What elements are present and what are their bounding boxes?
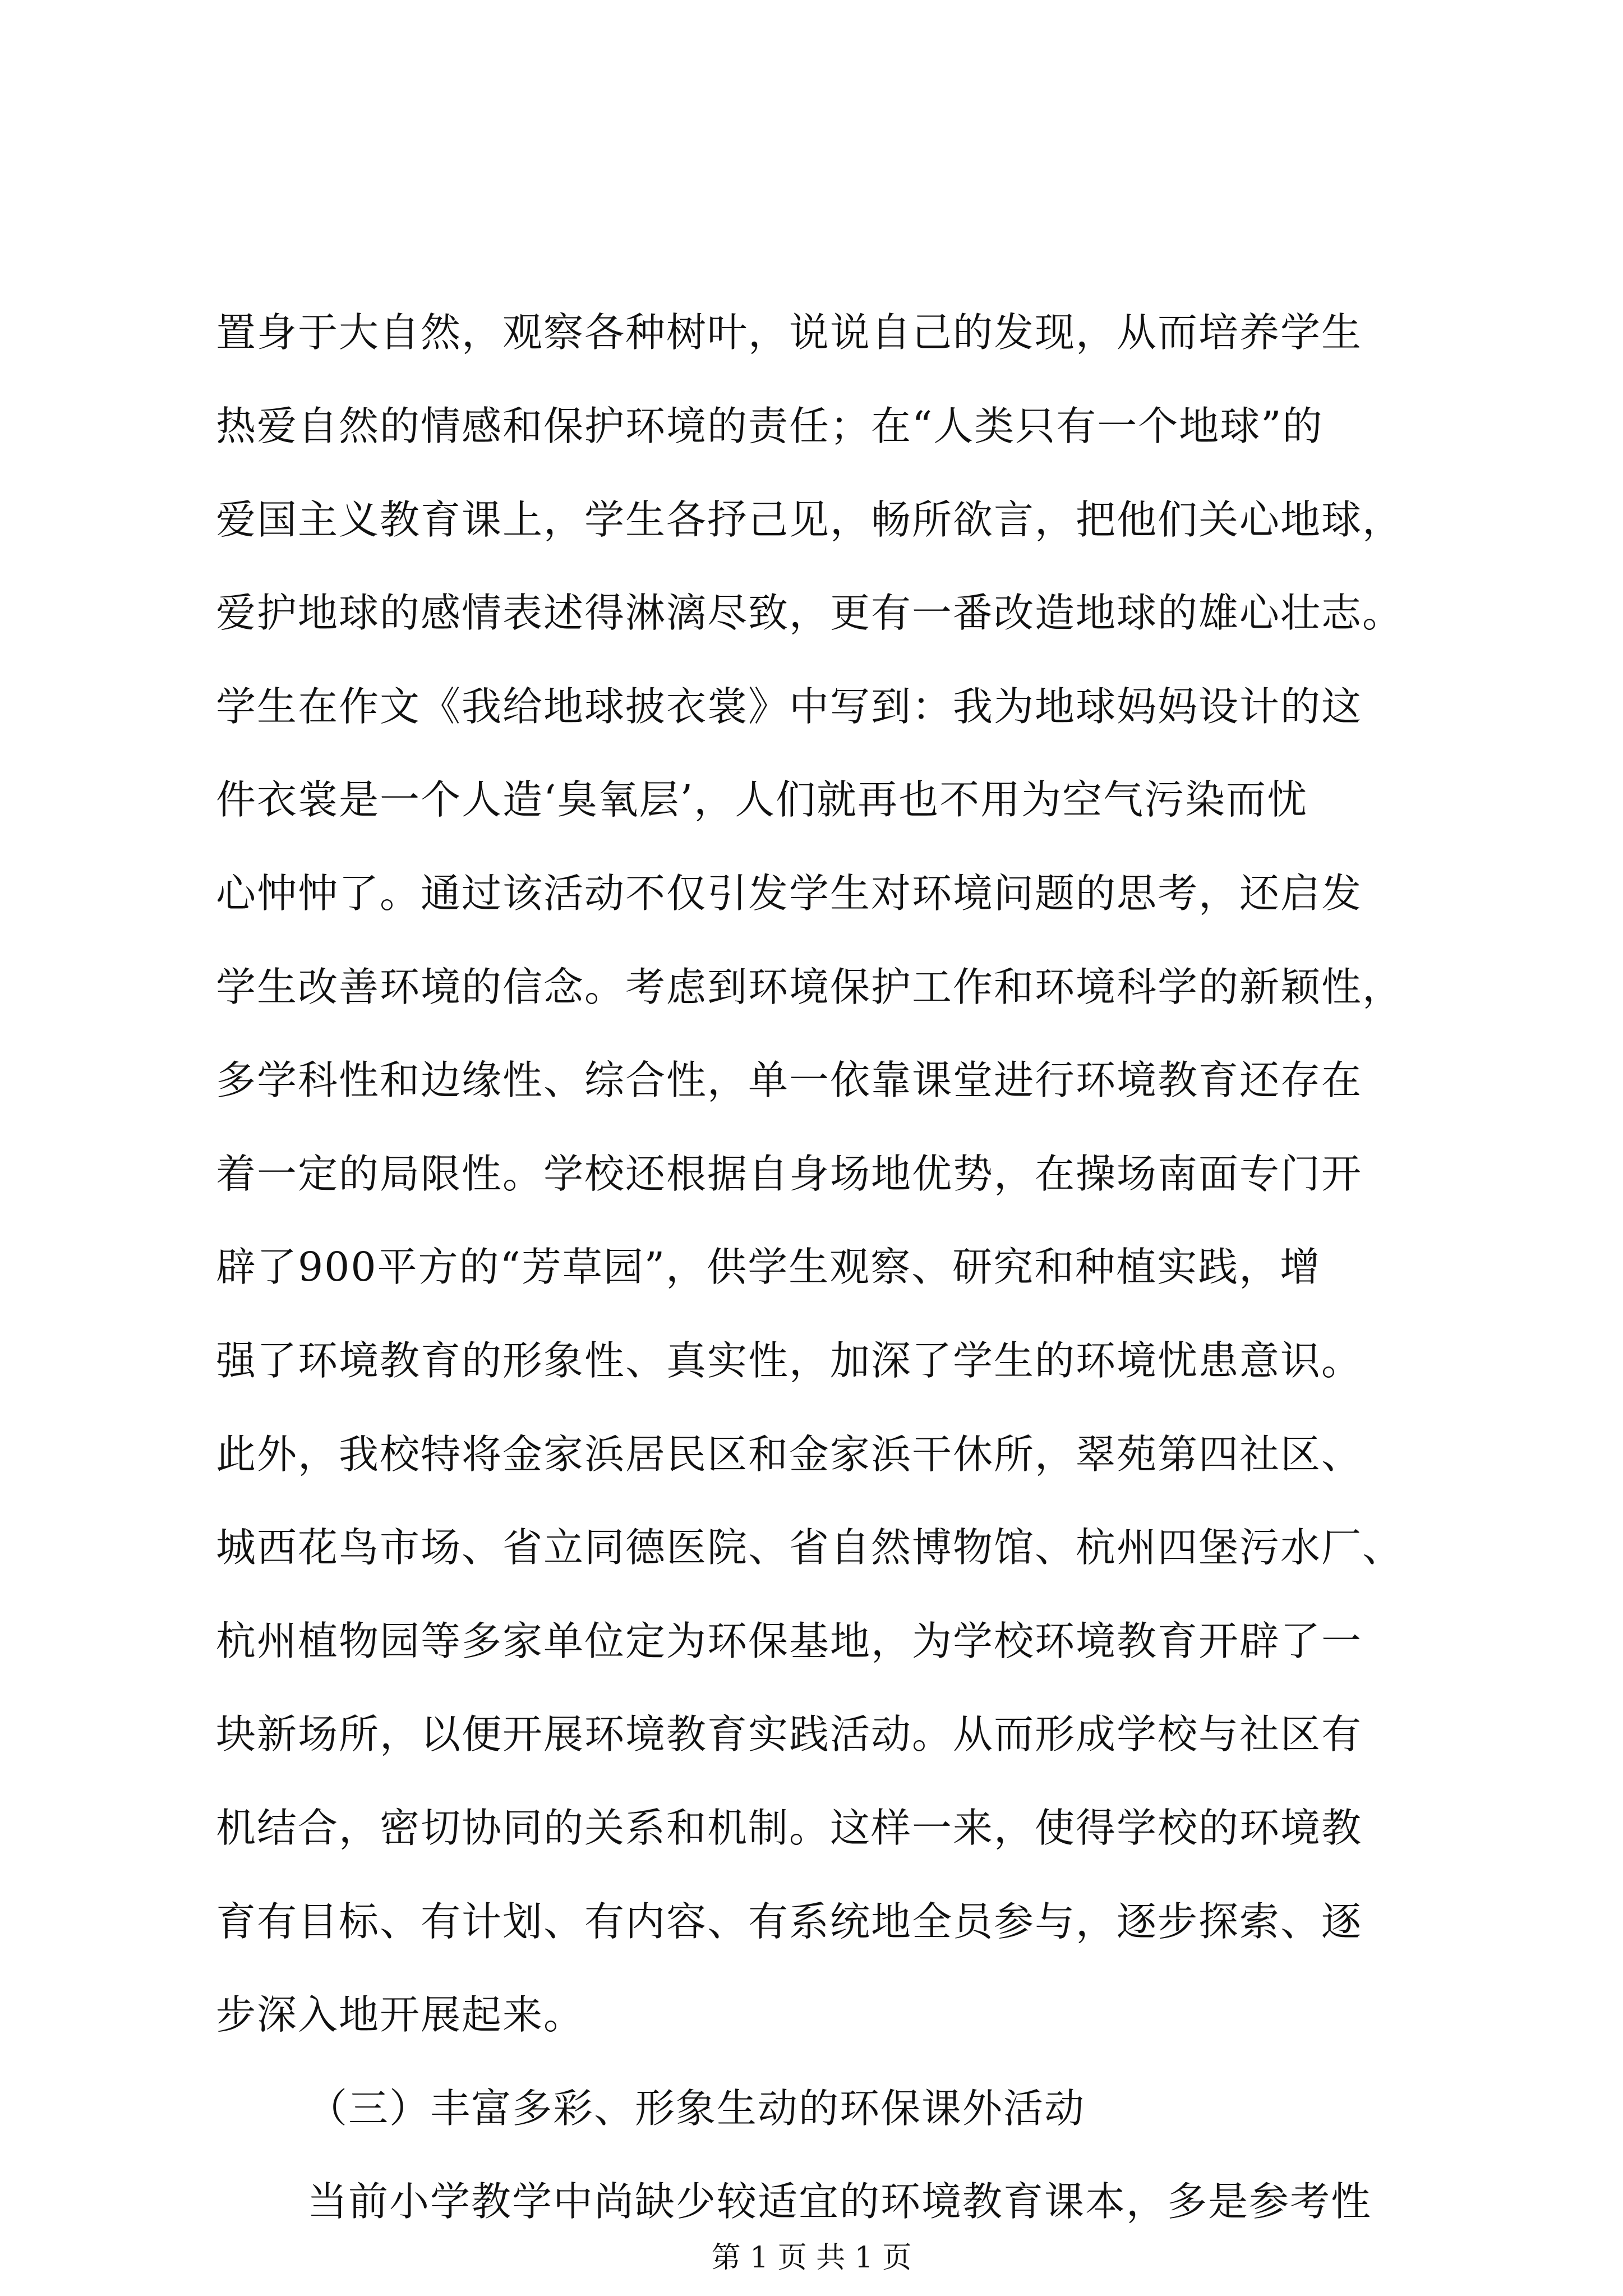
text-line: 多学科性和边缘性、综合性，单一依靠课堂进行环境教育还存在	[216, 1057, 1363, 1103]
section-heading: （三）丰富多彩、形象生动的环保课外活动	[307, 2085, 1086, 2132]
text-line: 学生改善环境的信念。考虑到环境保护工作和环境科学的新颖性，	[216, 964, 1404, 1010]
text-line: 机结合，密切协同的关系和机制。这样一来，使得学校的环境教	[216, 1805, 1363, 1851]
text-line: 城西花鸟市场、省立同德医院、省自然博物馆、杭州四堡污水厂、	[216, 1524, 1404, 1571]
text-line: 置身于大自然，观察各种树叶，说说自己的发现，从而培养学生	[216, 309, 1363, 356]
page-number-footer: 第 1 页 共 1 页	[711, 2241, 912, 2275]
text-line: 件衣裳是一个人造‘臭氧层’，人们就再也不用为空气污染而忧	[216, 776, 1308, 823]
text-line: 步深入地开展起来。	[216, 1991, 585, 2038]
text-line: 此外，我校特将金家浜居民区和金家浜干休所，翠苑第四社区、	[216, 1431, 1363, 1478]
text-line: 心忡忡了。通过该活动不仅引发学生对环境问题的思考，还启发	[216, 870, 1363, 917]
text-line: 当前小学教学中尚缺少较适宜的环境教育课本，多是参考性	[307, 2178, 1372, 2225]
text-line: 块新场所，以便开展环境教育实践活动。从而形成学校与社区有	[216, 1711, 1363, 1757]
text-line: 杭州植物园等多家单位定为环保基地，为学校环境教育开辟了一	[216, 1618, 1363, 1664]
text-line: 爱国主义教育课上，学生各抒己见，畅所欲言，把他们关心地球，	[216, 496, 1404, 543]
text-line: 强了环境教育的形象性、真实性，加深了学生的环境忧患意识。	[216, 1337, 1363, 1384]
text-line: 热爱自然的情感和保护环境的责任；在“人类只有一个地球”的	[216, 403, 1324, 449]
text-line: 学生在作文《我给地球披衣裳》中写到：我为地球妈妈设计的这	[216, 683, 1363, 730]
text-line: 育有目标、有计划、有内容、有系统地全员参与，逐步探索、逐	[216, 1898, 1363, 1945]
text-line: 辟了900平方的“芳草园”，供学生观察、研究和种植实践，增	[216, 1244, 1321, 1290]
text-line: 着一定的局限性。学校还根据自身场地优势，在操场南面专门开	[216, 1151, 1363, 1197]
text-line: 爱护地球的感情表述得淋漓尽致，更有一番改造地球的雄心壮志。	[216, 590, 1404, 636]
